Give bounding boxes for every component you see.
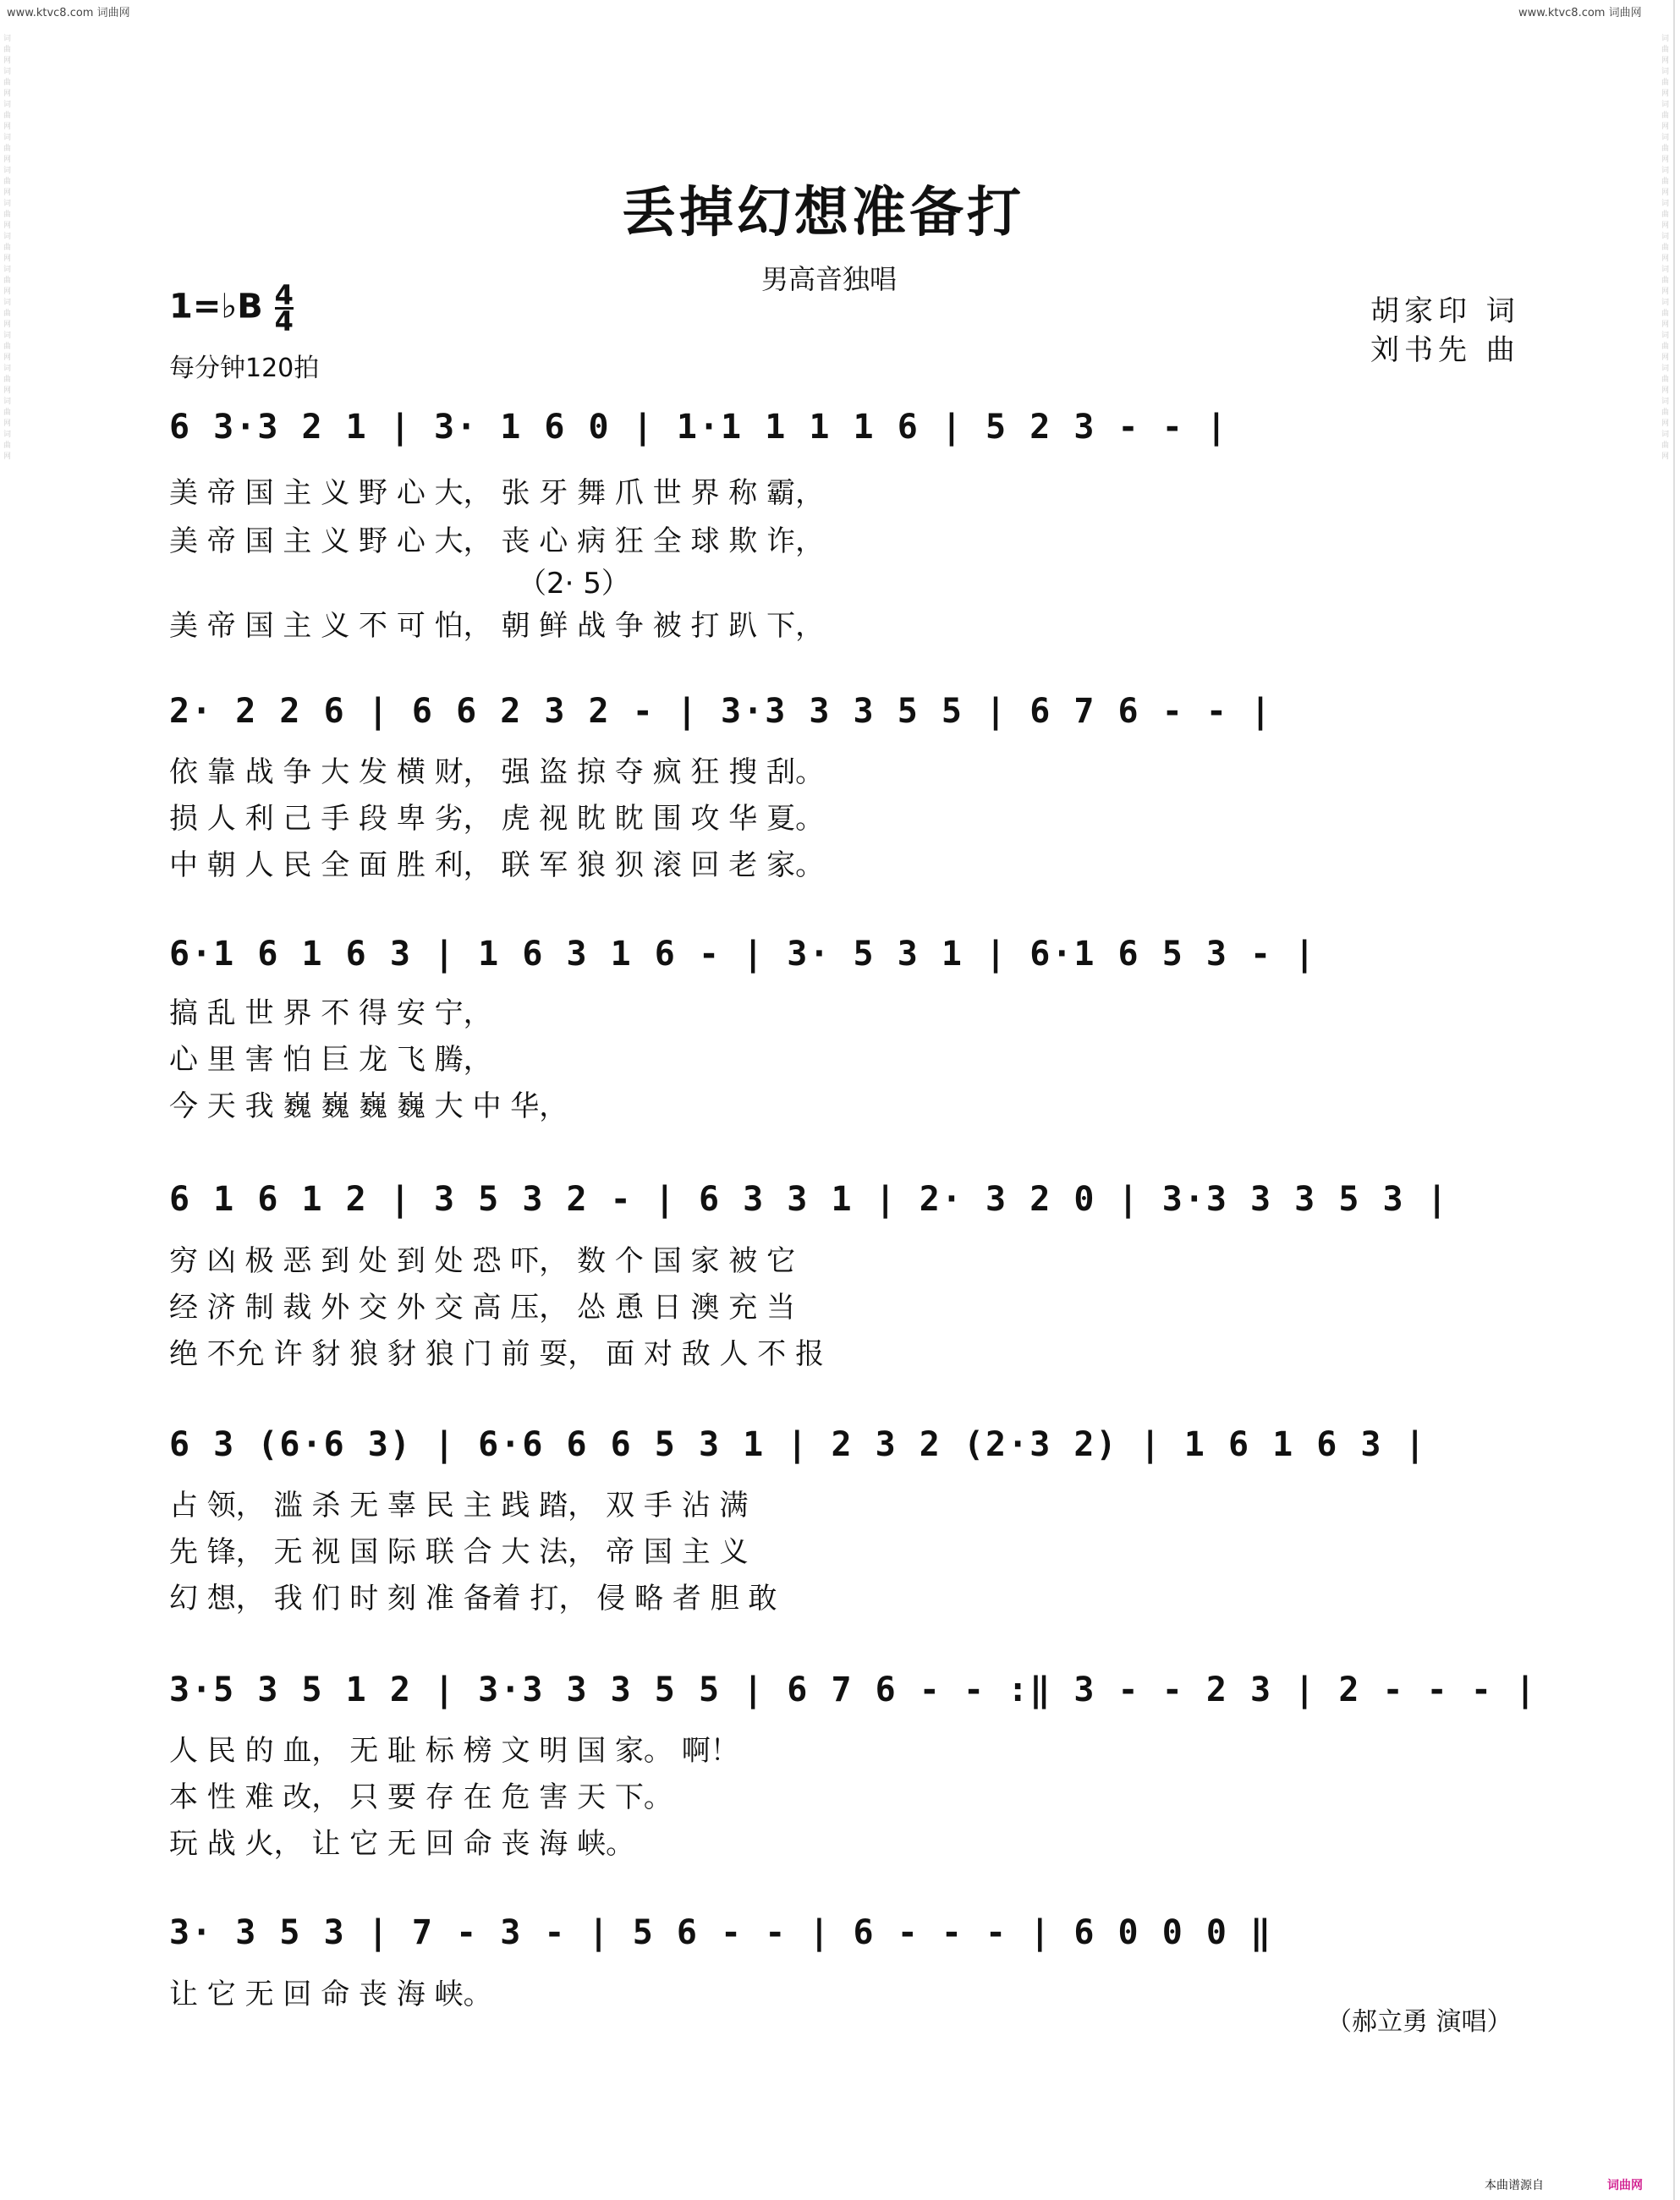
lyric-line-6-verse-1: 人 民 的 血， 无 耻 标 榜 文 明 国 家。 啊！	[169, 1734, 739, 1768]
notation-line-7: 3· 3 5 3 | 7 - 3 - | 5 6 - - | 6 - - - | 6 0 0 0 ‖	[169, 1913, 1273, 1952]
lyric-line-3-verse-2: 心 里 害 怕 巨 龙 飞 腾，	[169, 1043, 492, 1077]
composer-credit: 刘书先 曲	[1370, 333, 1520, 367]
lyric-line-2-verse-3: 中 朝 人 民 全 面 胜 利， 联 军 狼 狈 滚 回 老 家。	[169, 848, 825, 882]
lyric-line-1-verse-2: 美 帝 国 主 义 野 心 大， 丧 心 病 狂 全 球 欺 诈，	[169, 524, 825, 558]
key-label: 1=♭B	[169, 287, 263, 326]
lyric-line-5-verse-1: 占 领， 滥 杀 无 辜 民 主 践 踏， 双 手 沾 满	[169, 1489, 749, 1522]
page-edge	[1673, 0, 1675, 2200]
lyric-line-4-verse-1: 穷 凶 极 恶 到 处 到 处 恐 吓， 数 个 国 家 被 它	[169, 1244, 796, 1278]
time-numerator: 4	[274, 279, 294, 311]
time-denominator: 4	[274, 305, 294, 337]
lyric-line-1-verse-1: 美 帝 国 主 义 野 心 大， 张 牙 舞 爪 世 界 称 霸，	[169, 476, 825, 510]
side-watermark-right: 词曲网词曲网词曲网词曲网词曲网词曲网词曲网词曲网词曲网词曲网词曲网词曲网词曲网	[1661, 35, 1670, 461]
notation-line-4: 6 1 6 1 2 | 3 5 3 2 - | 6 3 3 1 | 2· 3 2 0 | 3·3 3 3 5 3 |	[169, 1180, 1449, 1219]
lyric-line-2-verse-2: 损 人 利 己 手 段 卑 劣， 虎 视 眈 眈 围 攻 华 夏。	[169, 802, 825, 836]
lyric-line-6-verse-3: 玩 战 火， 让 它 无 回 命 丧 海 峡。	[169, 1827, 635, 1861]
lyric-line-3-verse-1: 搞 乱 世 界 不 得 安 宁，	[169, 996, 492, 1030]
tempo-marking: 每分钟120拍	[169, 354, 320, 383]
song-title: 丢掉幻想准备打	[622, 181, 1024, 244]
lyric-line-1-verse-3: 美 帝 国 主 义 不 可 怕， 朝 鲜 战 争 被 打 趴 下，	[169, 609, 825, 643]
watermark-right: www.ktvc8.com 词曲网	[1518, 7, 1642, 19]
lyric-line-5-verse-3: 幻 想， 我 们 时 刻 准 备着 打， 侵 略 者 胆 敢	[169, 1582, 777, 1616]
time-signature	[274, 279, 294, 337]
notation-line-3: 6·1 6 1 6 3 | 1 6 3 1 6 - | 3· 5 3 1 | 6·1 6 5 3 - |	[169, 935, 1317, 974]
lyric-line-6-verse-2: 本 性 难 改， 只 要 存 在 危 害 天 下。	[169, 1780, 673, 1814]
side-watermark-left: 词曲网词曲网词曲网词曲网词曲网词曲网词曲网词曲网词曲网词曲网词曲网词曲网词曲网	[3, 35, 12, 461]
lyric-line-5-verse-2: 先 锋， 无 视 国 际 联 合 大 法， 帝 国 主 义	[169, 1535, 749, 1569]
song-subtitle: 男高音独唱	[761, 263, 898, 295]
watermark-left: www.ktvc8.com 词曲网	[7, 7, 130, 19]
lyric-line-4-verse-2: 经 济 制 裁 外 交 外 交 高 压， 怂 恿 日 澳 充 当	[169, 1291, 796, 1325]
lyricist-credit: 胡家印 词	[1370, 294, 1520, 328]
lyric-line-4-verse-3: 绝 不允 许 豺 狼 豺 狼 门 前 耍， 面 对 敌 人 不 报	[169, 1337, 825, 1371]
notation-line-2: 2· 2 2 6 | 6 6 2 3 2 - | 3·3 3 3 5 5 | 6 7 6 - - |	[169, 692, 1273, 731]
notation-line-5: 6 3 (6·6 3) | 6·6 6 6 5 3 1 | 2 3 2 (2·3 2) | 1 6 1 6 3 |	[169, 1425, 1427, 1464]
lyric-line-2-verse-1: 依 靠 战 争 大 发 横 财， 强 盗 掠 夺 疯 狂 搜 刮。	[169, 755, 825, 789]
footer-source: 本曲谱源自	[1485, 2179, 1544, 2192]
notation-line-6: 3·5 3 5 1 2 | 3·3 3 3 5 5 | 6 7 6 - - :‖ 3 - - 2 3 | 2 - - - |	[169, 1671, 1538, 1709]
notation-line-1: 6 3·3 2 1 | 3· 1 6 0 | 1·1 1 1 1 6 | 5 2 3 - - |	[169, 408, 1228, 447]
lyric-line-3-verse-3: 今 天 我 巍 巍 巍 巍 大 中 华，	[169, 1089, 568, 1123]
performer-credit: （郝立勇 演唱）	[1326, 2007, 1513, 2037]
lyric-line-7-verse-1: 让 它 无 回 命 丧 海 峡。	[169, 1978, 492, 2011]
footer-site-link[interactable]: 词曲网	[1607, 2179, 1643, 2192]
aside-notation: （2· 5）	[518, 567, 630, 601]
key-signature	[169, 279, 294, 337]
